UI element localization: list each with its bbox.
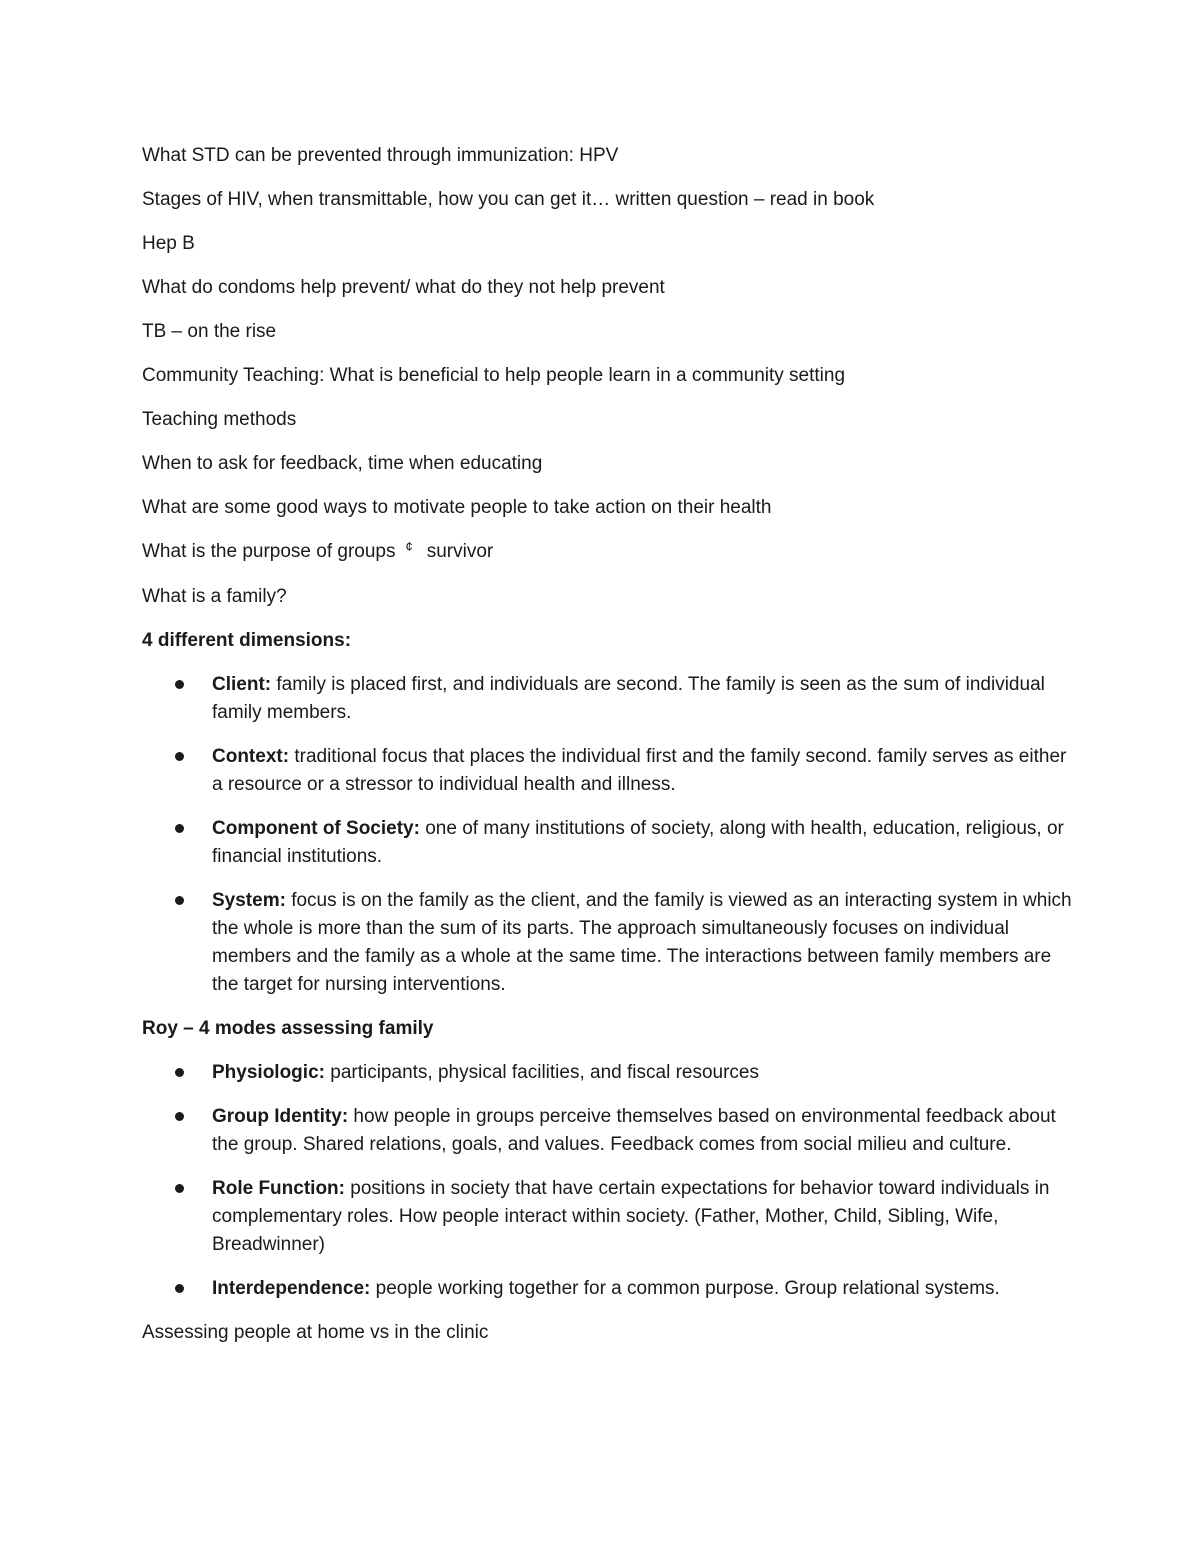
- list-item: [142, 887, 1072, 999]
- list-item: [142, 1059, 1072, 1087]
- bullet-icon: [175, 824, 184, 833]
- roy-modes-list: [142, 1059, 1072, 1303]
- bullet-icon: [175, 1184, 184, 1193]
- item-text: how people in groups perceive themselves based on environmental feedback about the group. Shared relations, goals, and values. Feedback comes from social milieu and culture.: [212, 1106, 1056, 1155]
- line-community-teaching: Community Teaching: What is beneficial to help people learn in a community setting: [142, 365, 846, 386]
- line-feedback: When to ask for feedback, time when educating: [142, 453, 543, 474]
- item-text: one of many institutions of society, along with health, education, religious, or financial institutions.: [212, 818, 1064, 867]
- item-term: Physiologic:: [212, 1062, 325, 1083]
- line-motivate: What are some good ways to motivate people to take action on their health: [142, 497, 772, 518]
- bullet-icon: [175, 1068, 184, 1077]
- list-item: [142, 1175, 1072, 1259]
- bullet-icon: [175, 896, 184, 905]
- groups-survivor-text: survivor: [426, 541, 494, 562]
- groups-purpose-text: What is the purpose of groups: [142, 541, 396, 562]
- line-groups-purpose: [142, 538, 1072, 567]
- item-term: Group Identity:: [212, 1106, 349, 1127]
- line-std-immunization: What STD can be prevented through immunization: HPV: [142, 145, 619, 166]
- line-teaching-methods: Teaching methods: [142, 409, 297, 430]
- bullet-icon: [175, 1112, 184, 1121]
- item-term: Context:: [212, 746, 290, 767]
- list-item: [142, 671, 1072, 727]
- bullet-icon: [175, 1284, 184, 1293]
- dimensions-list: [142, 671, 1072, 999]
- list-item: [142, 1103, 1072, 1159]
- item-term: Role Function:: [212, 1178, 345, 1199]
- list-item: [142, 743, 1072, 799]
- closing-line: Assessing people at home vs in the clinic: [142, 1322, 489, 1343]
- roy-heading: Roy – 4 modes assessing family: [142, 1018, 434, 1039]
- line-hep-b: Hep B: [142, 233, 195, 254]
- list-item: [142, 815, 1072, 871]
- note-symbol-icon: ¢: [405, 539, 413, 554]
- document-page: [142, 142, 1072, 1363]
- item-text: focus is on the family as the client, and the family is viewed as an interacting system in which the whole is more than the sum of its parts. The approach simultaneously focuses on individual members and the family as a whole at the same time. The interactions between family members are the target for nursing interventions.: [212, 890, 1072, 995]
- item-term: System:: [212, 890, 286, 911]
- dimensions-heading: 4 different dimensions:: [142, 630, 352, 651]
- item-text: people working together for a common purpose. Group relational systems.: [370, 1278, 1000, 1299]
- item-text: family is placed first, and individuals are second. The family is seen as the sum of individual family members.: [212, 674, 1045, 723]
- bullet-icon: [175, 752, 184, 761]
- item-text: traditional focus that places the individual first and the family second. family serves as either a resource or a stressor to individual health and illness.: [212, 746, 1067, 795]
- bullet-icon: [175, 680, 184, 689]
- line-hiv-stages: Stages of HIV, when transmittable, how you can get it… written question – read in book: [142, 189, 875, 210]
- item-term: Interdependence:: [212, 1278, 371, 1299]
- item-term: Component of Society:: [212, 818, 420, 839]
- line-condoms: What do condoms help prevent/ what do they not help prevent: [142, 277, 665, 298]
- item-term: Client:: [212, 674, 272, 695]
- line-what-is-family: What is a family?: [142, 586, 287, 607]
- list-item: [142, 1275, 1072, 1303]
- line-tb: TB – on the rise: [142, 321, 277, 342]
- item-text: positions in society that have certain expectations for behavior toward individuals in complementary roles. How people interact within society. (Father, Mother, Child, Sibling, Wife, Breadwinner): [212, 1178, 1050, 1255]
- item-text: participants, physical facilities, and fiscal resources: [324, 1062, 759, 1083]
